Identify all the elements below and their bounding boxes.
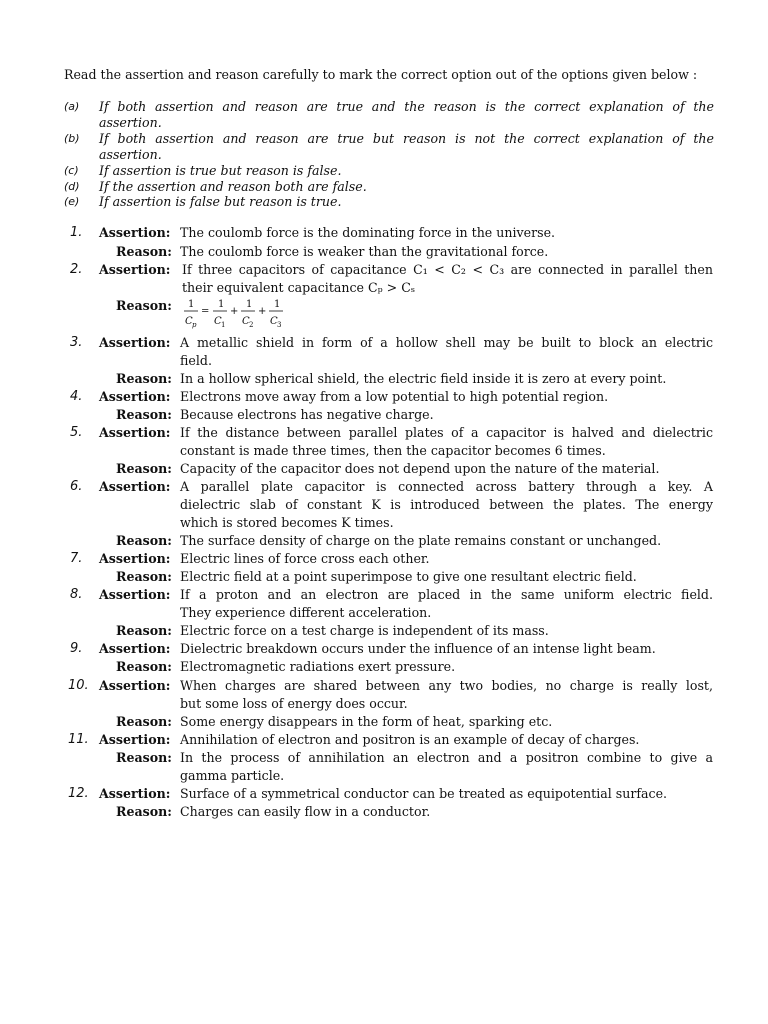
reason-text: Because electrons has negative charge. <box>180 407 434 422</box>
question-number: 9. <box>70 641 83 656</box>
svg-text:1: 1 <box>246 299 253 310</box>
option-letter: (c) <box>64 164 79 177</box>
question-number: 11. <box>68 732 89 747</box>
assertion-line: but some loss of energy does occur. <box>180 696 408 711</box>
reason-text: In a hollow spherical shield, the electric field inside it is zero at every point. <box>180 371 667 386</box>
assertion-label: Assertion: <box>99 641 171 656</box>
assertion-text: Electrons move away from a low potential to high potential region. <box>180 389 609 404</box>
svg-text:C: C <box>242 316 250 327</box>
reason-text: The surface density of charge on the plate remains constant or unchanged. <box>180 533 662 548</box>
reason-text: Capacity of the capacitor does not depend upon the nature of the material. <box>180 461 660 476</box>
reason-formula-text <box>182 296 183 297</box>
question-number: 8. <box>70 587 83 602</box>
reason-label: Reason: <box>116 244 172 259</box>
reason-text: The coulomb force is weaker than the gravitational force. <box>180 244 549 259</box>
assertion-label: Assertion: <box>99 335 171 350</box>
svg-text:1: 1 <box>221 321 226 329</box>
assertion-text: Electric lines of force cross each other. <box>180 551 430 566</box>
svg-text:+: + <box>258 306 267 317</box>
svg-text:C: C <box>270 316 278 327</box>
reason-text: Electromagnetic radiations exert pressure. <box>180 659 456 674</box>
option-text: If assertion is false but reason is true. <box>99 194 342 209</box>
option-letter: (d) <box>64 180 80 193</box>
reason-text: Charges can easily flow in a conductor. <box>180 804 431 819</box>
assertion-label: Assertion: <box>99 732 171 747</box>
svg-text:C: C <box>185 316 193 327</box>
reason-label: Reason: <box>116 533 172 548</box>
svg-text:C: C <box>214 316 222 327</box>
assertion-text: Dielectric breakdown occurs under the influence of an intense light beam. <box>180 641 656 656</box>
assertion-line: constant is made three times, then the capacitor becomes 6 times. <box>180 443 606 458</box>
reason-label: Reason: <box>116 750 172 765</box>
assertion-label: Assertion: <box>99 225 171 240</box>
question-number: 2. <box>70 262 83 277</box>
assertion-line: If three capacitors of capacitance C₁ < C₂ < C₃ are connected in parallel then <box>182 262 713 277</box>
option-letter: (a) <box>64 100 80 113</box>
option-c <box>64 163 714 179</box>
assertion-line: They experience different acceleration. <box>180 605 432 620</box>
option-text-line1: If both assertion and reason are true but reason is not the correct explanation of the <box>99 131 714 146</box>
question-number: 5. <box>70 425 83 440</box>
reason-label: Reason: <box>116 461 172 476</box>
reason-text <box>180 749 713 785</box>
option-text-line1: If both assertion and reason are true and the reason is the correct explanation of the <box>99 99 714 114</box>
assertion-text <box>180 334 713 370</box>
option-b <box>64 131 714 162</box>
assertion-label: Assertion: <box>99 389 171 404</box>
capacitance-formula-graphic <box>182 296 292 332</box>
reason-line: gamma particle. <box>180 768 285 783</box>
reason-text: Electric force on a test charge is independent of its mass. <box>180 623 549 638</box>
assertion-text: The coulomb force is the dominating force in the universe. <box>180 225 556 240</box>
option-letter: (b) <box>64 132 80 145</box>
reason-label: Reason: <box>116 298 172 313</box>
question-number: 12. <box>68 786 89 801</box>
assertion-label: Assertion: <box>99 587 171 602</box>
assertion-text <box>180 424 713 460</box>
assertion-text: Annihilation of electron and positron is an example of decay of charges. <box>180 732 640 747</box>
reason-formula <box>182 296 292 332</box>
svg-text:=: = <box>201 306 210 317</box>
reason-text: Some energy disappears in the form of heat, sparking etc. <box>180 714 553 729</box>
svg-text:3: 3 <box>277 321 282 329</box>
assertion-line: field. <box>180 353 212 368</box>
assertion-label: Assertion: <box>99 262 171 277</box>
assertion-line: their equivalent capacitance Cₚ > Cₛ <box>182 280 416 295</box>
option-e <box>64 194 714 210</box>
assertion-line: which is stored becomes K times. <box>180 515 394 530</box>
option-text-line2: assertion. <box>99 114 162 130</box>
assertion-line: A parallel plate capacitor is connected across battery through a key. A <box>180 479 713 494</box>
option-text: If assertion is true but reason is false. <box>99 163 342 178</box>
assertion-label: Assertion: <box>99 551 171 566</box>
option-a <box>64 99 714 130</box>
svg-text:+: + <box>230 306 239 317</box>
assertion-line: When charges are shared between any two bodies, no charge is really lost, <box>180 678 713 693</box>
reason-label: Reason: <box>116 407 172 422</box>
option-text: If the assertion and reason both are false. <box>99 179 367 194</box>
reason-line: In the process of annihilation an electron and a positron combine to give a <box>180 750 713 765</box>
assertion-line: If the distance between parallel plates of a capacitor is halved and dielectric <box>180 425 713 440</box>
option-letter: (e) <box>64 195 80 208</box>
instructions-text: Read the assertion and reason carefully to mark the correct option out of the options given below : <box>64 67 698 82</box>
reason-text: Electric field at a point superimpose to give one resultant electric field. <box>180 569 637 584</box>
question-number: 6. <box>70 479 83 494</box>
assertion-text <box>180 478 713 532</box>
question-number: 7. <box>70 551 83 566</box>
question-number: 4. <box>70 389 83 404</box>
assertion-line: dielectric slab of constant K is introduced between the plates. The energy <box>180 497 713 512</box>
reason-label: Reason: <box>116 714 172 729</box>
question-number: 3. <box>70 335 83 350</box>
svg-text:2: 2 <box>249 321 254 329</box>
option-d <box>64 179 714 195</box>
question-number: 10. <box>68 678 89 693</box>
question-number: 1. <box>70 225 83 240</box>
assertion-label: Assertion: <box>99 479 171 494</box>
reason-label: Reason: <box>116 804 172 819</box>
svg-text:1: 1 <box>274 299 281 310</box>
assertion-line: A metallic shield in form of a hollow shell may be built to block an electric <box>180 335 713 350</box>
reason-label: Reason: <box>116 659 172 674</box>
svg-text:1: 1 <box>218 299 225 310</box>
assertion-label: Assertion: <box>99 678 171 693</box>
assertion-text <box>182 261 713 297</box>
assertion-text: Surface of a symmetrical conductor can be treated as equipotential surface. <box>180 786 668 801</box>
svg-text:1: 1 <box>188 299 195 310</box>
assertion-line: If a proton and an electron are placed in the same uniform electric field. <box>180 587 713 602</box>
reason-label: Reason: <box>116 623 172 638</box>
assertion-label: Assertion: <box>99 425 171 440</box>
svg-text:p: p <box>192 321 197 329</box>
option-text-line2: assertion. <box>99 146 162 162</box>
reason-label: Reason: <box>116 371 172 386</box>
assertion-text <box>180 677 713 713</box>
assertion-label: Assertion: <box>99 786 171 801</box>
reason-label: Reason: <box>116 569 172 584</box>
assertion-text <box>180 586 713 622</box>
